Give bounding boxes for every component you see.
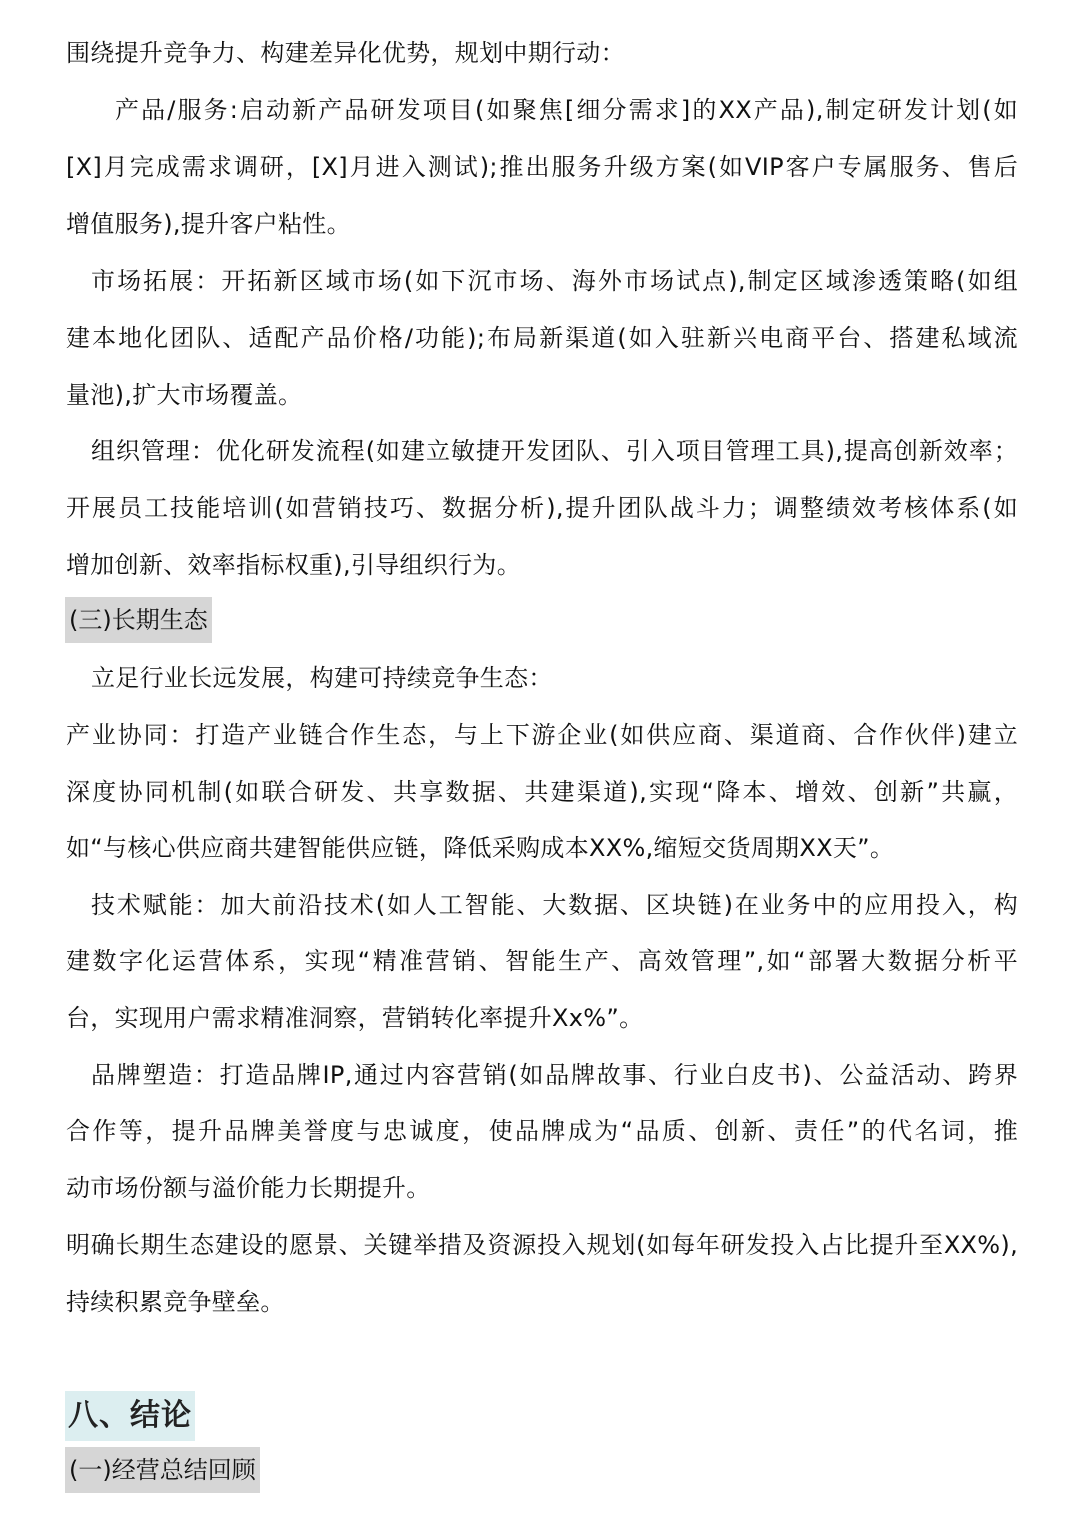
tech-line-3: 台，实现用户需求精准洞察，营销转化率提升Xx%”。 [66, 1004, 644, 1032]
tech-line-1: 技术赋能：加大前沿技术(如人工智能、大数据、区块链)在业务中的应用投入，构 [91, 891, 1018, 919]
section-heading-business-review: (一)经营总结回顾 [65, 1447, 260, 1493]
industry-line-1: 产业协同：打造产业链合作生态，与上下游企业(如供应商、渠道商、合作伙伴)建立 [66, 721, 1018, 749]
product-line-2: [X]月完成需求调研，[X]月进入测试);推出服务升级方案(如VIP客户专属服务、售后 [66, 153, 1018, 181]
product-line-3: 增值服务),提升客户粘性。 [66, 210, 351, 238]
vision-line-2: 持续积累竞争壁垒。 [66, 1288, 285, 1316]
long-term-intro: 立足行业长远发展，构建可持续竞争生态： [91, 664, 553, 692]
mid-term-intro: 围绕提升竞争力、构建差异化优势，规划中期行动： [66, 39, 625, 67]
brand-line-3: 动市场份额与溢价能力长期提升。 [66, 1174, 431, 1202]
chapter-heading-conclusion: 八、结论 [65, 1391, 195, 1441]
industry-line-3: 如“与核心供应商共建智能供应链，降低采购成本XX%,缩短交货周期XX天”。 [66, 834, 895, 862]
org-line-1: 组织管理：优化研发流程(如建立敏捷开发团队、引入项目管理工具),提高创新效率； [91, 437, 1018, 465]
brand-line-2: 合作等，提升品牌美誉度与忠诚度，使品牌成为“品质、创新、责任”的代名词，推 [66, 1117, 1018, 1145]
market-line-3: 量池),扩大市场覆盖。 [66, 381, 303, 409]
vision-line-1: 明确长期生态建设的愿景、关键举措及资源投入规划(如每年研发投入占比提升至XX%), [66, 1231, 1018, 1259]
tech-line-2: 建数字化运营体系，实现“精准营销、智能生产、高效管理”,如“部署大数据分析平 [66, 947, 1018, 975]
industry-line-2: 深度协同机制(如联合研发、共享数据、共建渠道),实现“降本、增效、创新”共赢， [66, 778, 1018, 806]
product-line-1: 产品/服务:启动新产品研发项目(如聚焦[细分需求]的XX产品),制定研发计划(如 [115, 96, 1018, 124]
market-line-1: 市场拓展：开拓新区域市场(如下沉市场、海外市场试点),制定区域渗透策略(如组 [91, 267, 1018, 295]
brand-line-1: 品牌塑造：打造品牌IP,通过内容营销(如品牌故事、行业白皮书)、公益活动、跨界 [91, 1061, 1018, 1089]
section-heading-long-term: (三)长期生态 [65, 597, 212, 643]
org-line-2: 开展员工技能培训(如营销技巧、数据分析),提升团队战斗力；调整绩效考核体系(如 [66, 494, 1018, 522]
market-line-2: 建本地化团队、适配产品价格/功能);布局新渠道(如入驻新兴电商平台、搭建私域流 [66, 324, 1018, 352]
org-line-3: 增加创新、效率指标权重),引导组织行为。 [66, 551, 521, 579]
